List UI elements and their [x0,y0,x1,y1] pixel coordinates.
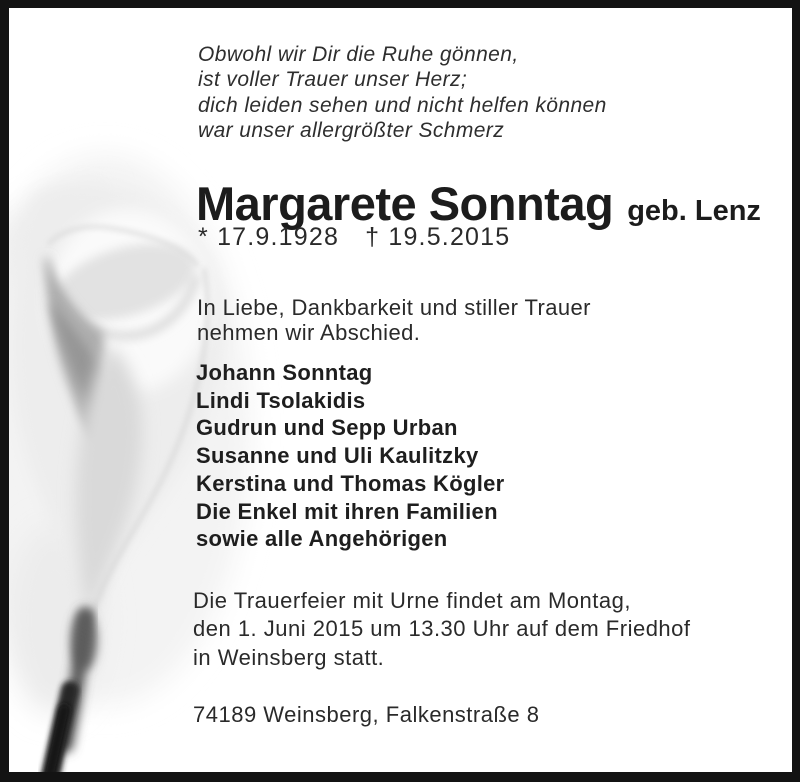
mourner-name: Lindi Tsolakidis [196,387,366,413]
verse-line: Obwohl wir Dir die Ruhe gönnen, [198,43,519,66]
funeral-line: in Weinsberg statt. [193,644,385,670]
farewell-line: In Liebe, Dankbarkeit und stiller Trauer [197,295,591,320]
birth-date: * 17.9.1928 [198,223,340,251]
death-date: † 19.5.2015 [365,223,511,251]
farewell-text [197,295,591,346]
mourners-list [196,359,505,553]
mourner-name: Gudrun und Sepp Urban [196,415,458,441]
funeral-info [193,587,691,672]
farewell-line: nehmen wir Abschied. [197,320,421,346]
life-dates [198,223,510,252]
funeral-line: Die Trauerfeier mit Urne findet am Montag, [193,588,631,613]
funeral-line: den 1. Juni 2015 um 13.30 Uhr auf dem Friedhof [193,616,691,642]
address-line: 74189 Weinsberg, Falkenstraße 8 [193,702,540,727]
verse-line: dich leiden sehen und nicht helfen können [198,93,607,117]
mourner-name: Die Enkel mit ihren Familien [196,498,498,524]
verse-line: ist voller Trauer unser Herz; [198,68,468,92]
opening-verse [198,42,607,143]
mourner-name: Susanne und Uli Kaulitzky [196,443,479,469]
mourner-name: sowie alle Angehörigen [196,526,448,552]
maiden-name: geb. Lenz [627,195,761,227]
deceased-name: Margarete Sonntag [196,177,614,230]
mourner-name: Kerstina und Thomas Kögler [196,470,505,496]
mourner-name: Johann Sonntag [196,360,373,385]
verse-line: war unser allergrößter Schmerz [198,118,505,142]
